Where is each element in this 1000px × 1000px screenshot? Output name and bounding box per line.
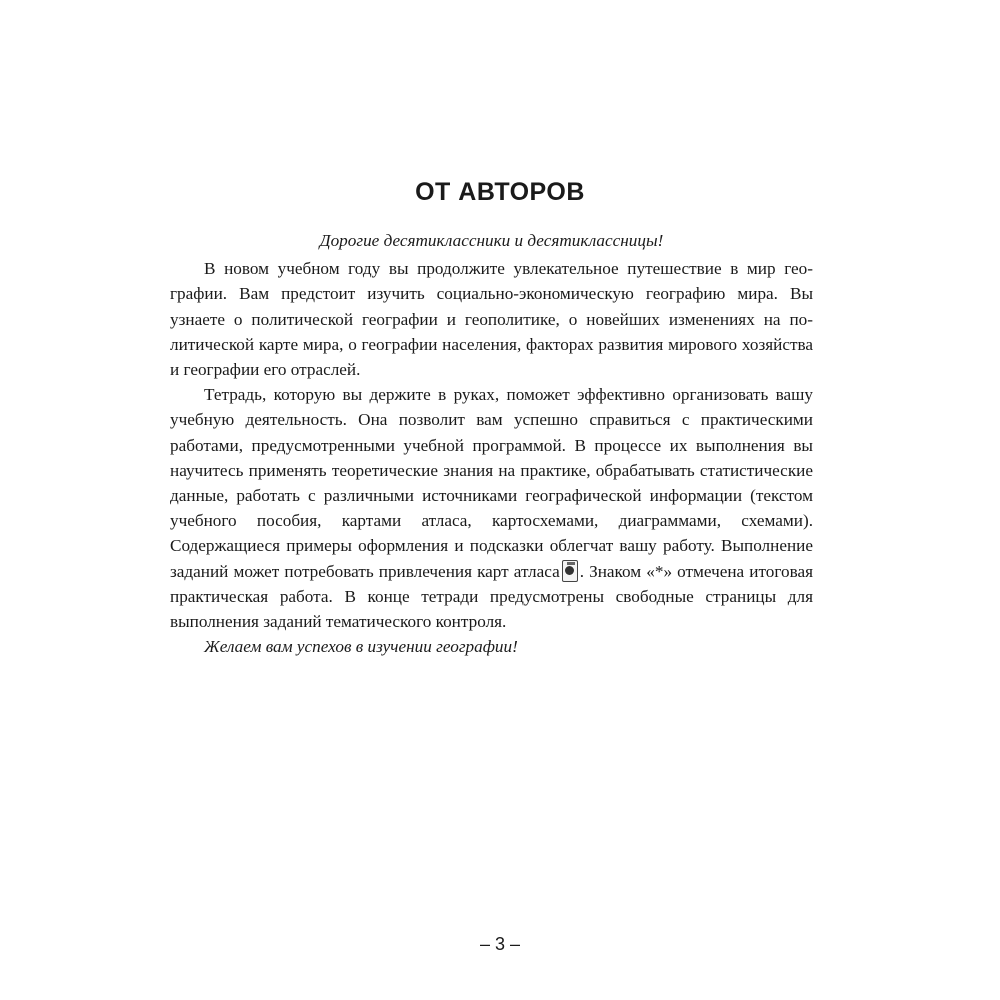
greeting: Дорогие десятиклассники и десятиклассницы! (319, 231, 664, 250)
page-number: – 3 – (479, 934, 521, 954)
paragraph-workbook (170, 382, 813, 634)
paragraph-workbook-text-2: . Знаком «*» отмечена итоговая практическая работа. В конце тетради предусмотрены свободные страницы для выполнения заданий тематического контроля. (170, 561, 813, 632)
paragraph-workbook-text-1: Тетрадь, которую вы держите в руках, поможет эффективно организовать вашу учебную деятельность. Она позволит вам успешно справиться с практическими работами, предусмотренными учебной программой. В процессе их выполнения вы научитесь применять теоретические знания на практике, обрабатывать статистические данные, работать с различными источниками географической информации (текстом учебного пособия, картами атласа, картосхемами, диаграммами, схемами). Содержащиеся примеры оформления и подсказки облегчат вашу работу. Выполнение заданий может потребовать привлечения карт атласа (170, 385, 813, 581)
document-body (170, 228, 813, 659)
atlas-icon (562, 560, 578, 582)
closing-wish: Желаем вам успехов в изучении географии! (204, 637, 518, 657)
paragraph-intro: В новом учебном году вы продолжите увлекательное путешествие в мир географии. Вам предстоит изучить социально-экономическую географию мира. Вы узнаете о политической географии и геополитике, о новейших изменениях на политической карте мира, о географии населения, факторах развития мирового хозяйства и географии его отраслей. (170, 259, 813, 380)
page-title: ОТ АВТОРОВ (415, 178, 585, 206)
